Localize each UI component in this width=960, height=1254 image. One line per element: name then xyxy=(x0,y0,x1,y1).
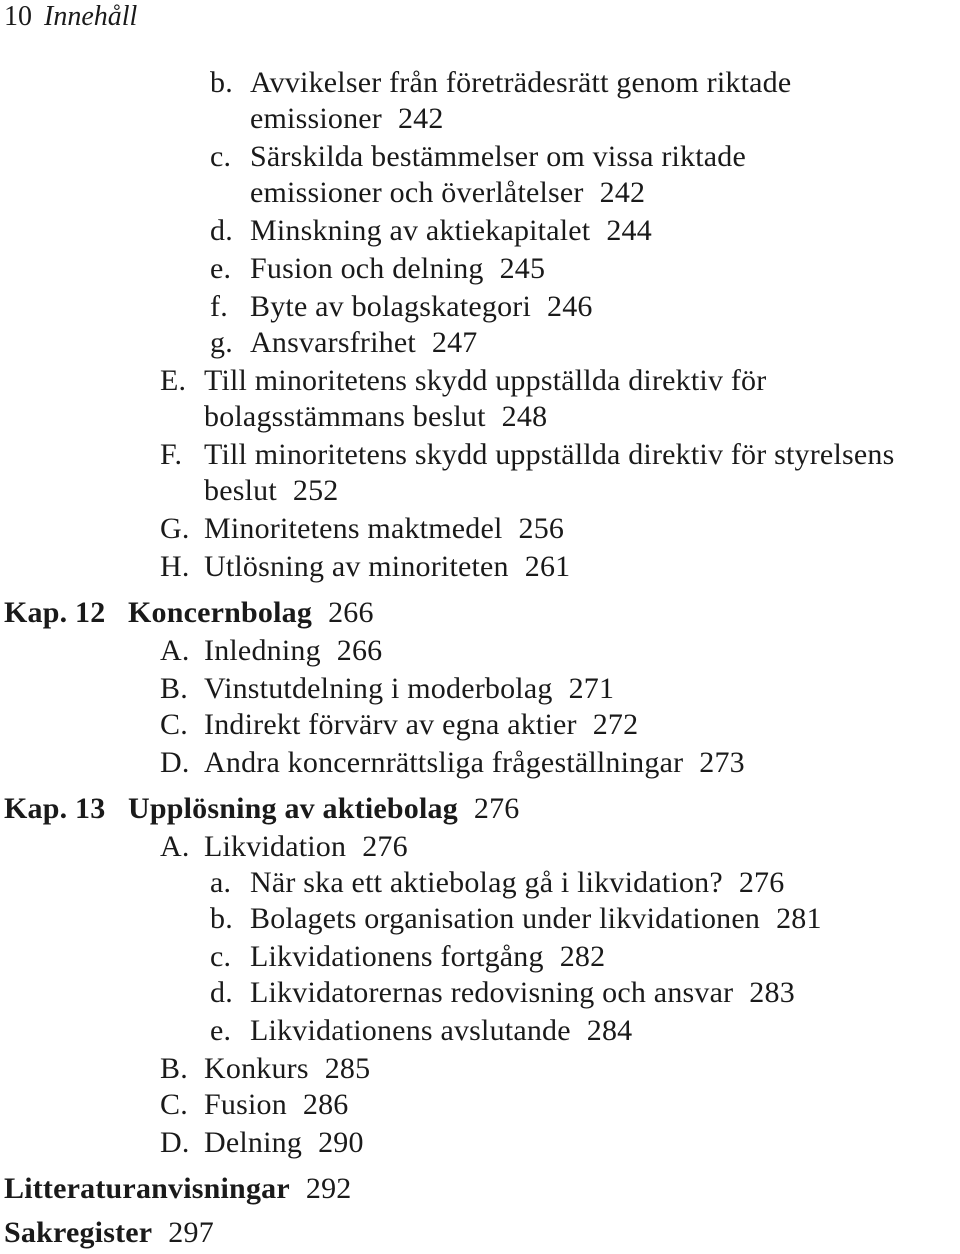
toc-entry xyxy=(210,940,605,974)
toc-entry xyxy=(160,512,564,546)
toc-entry xyxy=(210,252,545,286)
toc-page: 290 xyxy=(318,1126,364,1159)
toc-label: C. xyxy=(160,1088,188,1121)
toc-page: 261 xyxy=(524,550,571,583)
toc-label: C. xyxy=(160,708,188,741)
toc-title: Byte av bolagskategori xyxy=(250,290,531,323)
toc-page: 256 xyxy=(518,512,565,545)
toc-entry xyxy=(204,474,338,508)
toc-label: e. xyxy=(210,252,232,285)
toc-entry xyxy=(210,866,784,900)
toc-entry xyxy=(210,290,593,324)
toc-title: emissioner och överlåtelser xyxy=(250,176,584,209)
toc-entry xyxy=(160,830,408,864)
toc-entry xyxy=(160,364,766,398)
toc-page: 245 xyxy=(499,252,546,285)
toc-title: Särskilda bestämmelser om vissa riktade xyxy=(250,140,747,173)
toc-label: A. xyxy=(160,634,190,667)
toc-entry xyxy=(160,672,614,706)
toc-title: När ska ett aktiebolag gå i likvidation? xyxy=(250,866,723,899)
toc-entry xyxy=(160,746,745,780)
toc-page: 242 xyxy=(599,176,646,209)
toc-entry xyxy=(250,102,444,136)
toc-page: 282 xyxy=(559,940,606,973)
toc-title: Minoritetens maktmedel xyxy=(204,512,503,545)
toc-label: c. xyxy=(210,140,232,173)
toc-title: Ansvarsfrihet xyxy=(250,326,416,359)
toc-title: Inledning xyxy=(204,634,321,667)
toc-title: Bolagets organisation under likvidationen xyxy=(250,902,761,935)
toc-page: 252 xyxy=(292,474,339,507)
toc-title: Fusion xyxy=(204,1088,287,1121)
toc-page: 271 xyxy=(568,672,615,705)
toc-label: b. xyxy=(210,66,233,99)
toc-title: Konkurs xyxy=(204,1052,309,1085)
toc-title: Likvidatorernas redovisning och ansvar xyxy=(250,976,734,1009)
toc-page: 292 xyxy=(305,1172,352,1205)
toc-entry xyxy=(210,66,791,100)
toc-title: beslut xyxy=(204,474,277,507)
toc-title: emissioner xyxy=(250,102,382,135)
running-title: Innehåll xyxy=(44,1,138,32)
toc-title: Vinstutdelning i moderbolag xyxy=(204,672,553,705)
toc-chapter xyxy=(4,596,374,630)
toc-entry xyxy=(210,326,478,360)
toc-label: a. xyxy=(210,866,232,899)
toc-title: Till minoritetens skydd uppställda direktiv för xyxy=(204,364,767,397)
toc-chapter-title: Koncernbolag xyxy=(128,596,313,629)
toc-page: 247 xyxy=(431,326,478,359)
toc-page: 276 xyxy=(738,866,785,899)
toc-entry xyxy=(250,176,645,210)
toc-label: f. xyxy=(210,290,228,323)
page-header xyxy=(4,0,137,34)
toc-page: 283 xyxy=(749,976,795,1009)
toc-page: 266 xyxy=(328,596,374,629)
toc-title: Andra koncernrättsliga frågeställningar xyxy=(204,746,684,779)
toc-entry xyxy=(160,634,382,668)
toc-page: 242 xyxy=(397,102,444,135)
toc-label: d. xyxy=(210,214,233,247)
toc-page: 281 xyxy=(776,902,822,935)
toc-entry xyxy=(160,550,570,584)
toc-label: c. xyxy=(210,940,232,973)
toc-chapter xyxy=(4,1216,214,1250)
toc-label: B. xyxy=(160,1052,188,1085)
toc-label: F. xyxy=(160,438,183,471)
toc-page: 297 xyxy=(168,1216,214,1249)
toc-page: 244 xyxy=(606,214,652,247)
toc-entry xyxy=(160,1126,364,1160)
toc-chapter-label: Kap. 12 xyxy=(4,596,106,629)
toc-label: E. xyxy=(160,364,187,397)
toc-entry xyxy=(210,214,652,248)
toc-page: 248 xyxy=(501,400,548,433)
toc-title: Till minoritetens skydd uppställda direktiv för styrelsens xyxy=(204,438,895,471)
toc-title: Indirekt förvärv av egna aktier xyxy=(204,708,577,741)
toc-entry xyxy=(160,1088,349,1122)
toc-entry xyxy=(160,438,894,472)
toc-title: Avvikelser från företrädesrätt genom riktade xyxy=(250,66,792,99)
toc-entry xyxy=(210,976,795,1010)
toc-label: d. xyxy=(210,976,233,1009)
toc-entry xyxy=(210,140,746,174)
toc-label: g. xyxy=(210,326,233,359)
toc-chapter xyxy=(4,1172,351,1206)
toc-page: 273 xyxy=(699,746,745,779)
toc-chapter-title: Upplösning av aktiebolag xyxy=(128,792,458,825)
toc-entry xyxy=(210,1014,632,1048)
toc-label: H. xyxy=(160,550,190,583)
toc-label: b. xyxy=(210,902,233,935)
toc-chapter-title: Litteraturanvisningar xyxy=(4,1172,290,1205)
page-number: 10 xyxy=(4,1,32,32)
toc-title: bolagsstämmans beslut xyxy=(204,400,486,433)
toc-entry xyxy=(160,1052,370,1086)
toc-label: D. xyxy=(160,746,190,779)
toc-title: Likvidation xyxy=(204,830,347,863)
toc-entry xyxy=(204,400,547,434)
toc-page: 246 xyxy=(547,290,593,323)
toc-page: 266 xyxy=(336,634,383,667)
toc-title: Delning xyxy=(204,1126,303,1159)
toc-label: B. xyxy=(160,672,188,705)
toc-page: 286 xyxy=(302,1088,349,1121)
toc-chapter-title: Sakregister xyxy=(4,1216,153,1249)
toc-page: 276 xyxy=(473,792,520,825)
toc-entry xyxy=(210,902,822,936)
toc-label: D. xyxy=(160,1126,190,1159)
toc-label: e. xyxy=(210,1014,232,1047)
toc-title: Utlösning av minoriteten xyxy=(204,550,509,583)
toc-page: 284 xyxy=(586,1014,633,1047)
toc-label: A. xyxy=(160,830,190,863)
toc-title: Minskning av aktiekapitalet xyxy=(250,214,591,247)
toc-page: 285 xyxy=(324,1052,371,1085)
toc-page: 276 xyxy=(362,830,408,863)
toc-chapter-label: Kap. 13 xyxy=(4,792,106,825)
toc-label: G. xyxy=(160,512,190,545)
toc-chapter xyxy=(4,792,520,826)
toc-page: 272 xyxy=(592,708,639,741)
toc-title: Likvidationens fortgång xyxy=(250,940,544,973)
toc-title: Fusion och delning xyxy=(250,252,484,285)
toc-entry xyxy=(160,708,638,742)
toc-title: Likvidationens avslutande xyxy=(250,1014,571,1047)
